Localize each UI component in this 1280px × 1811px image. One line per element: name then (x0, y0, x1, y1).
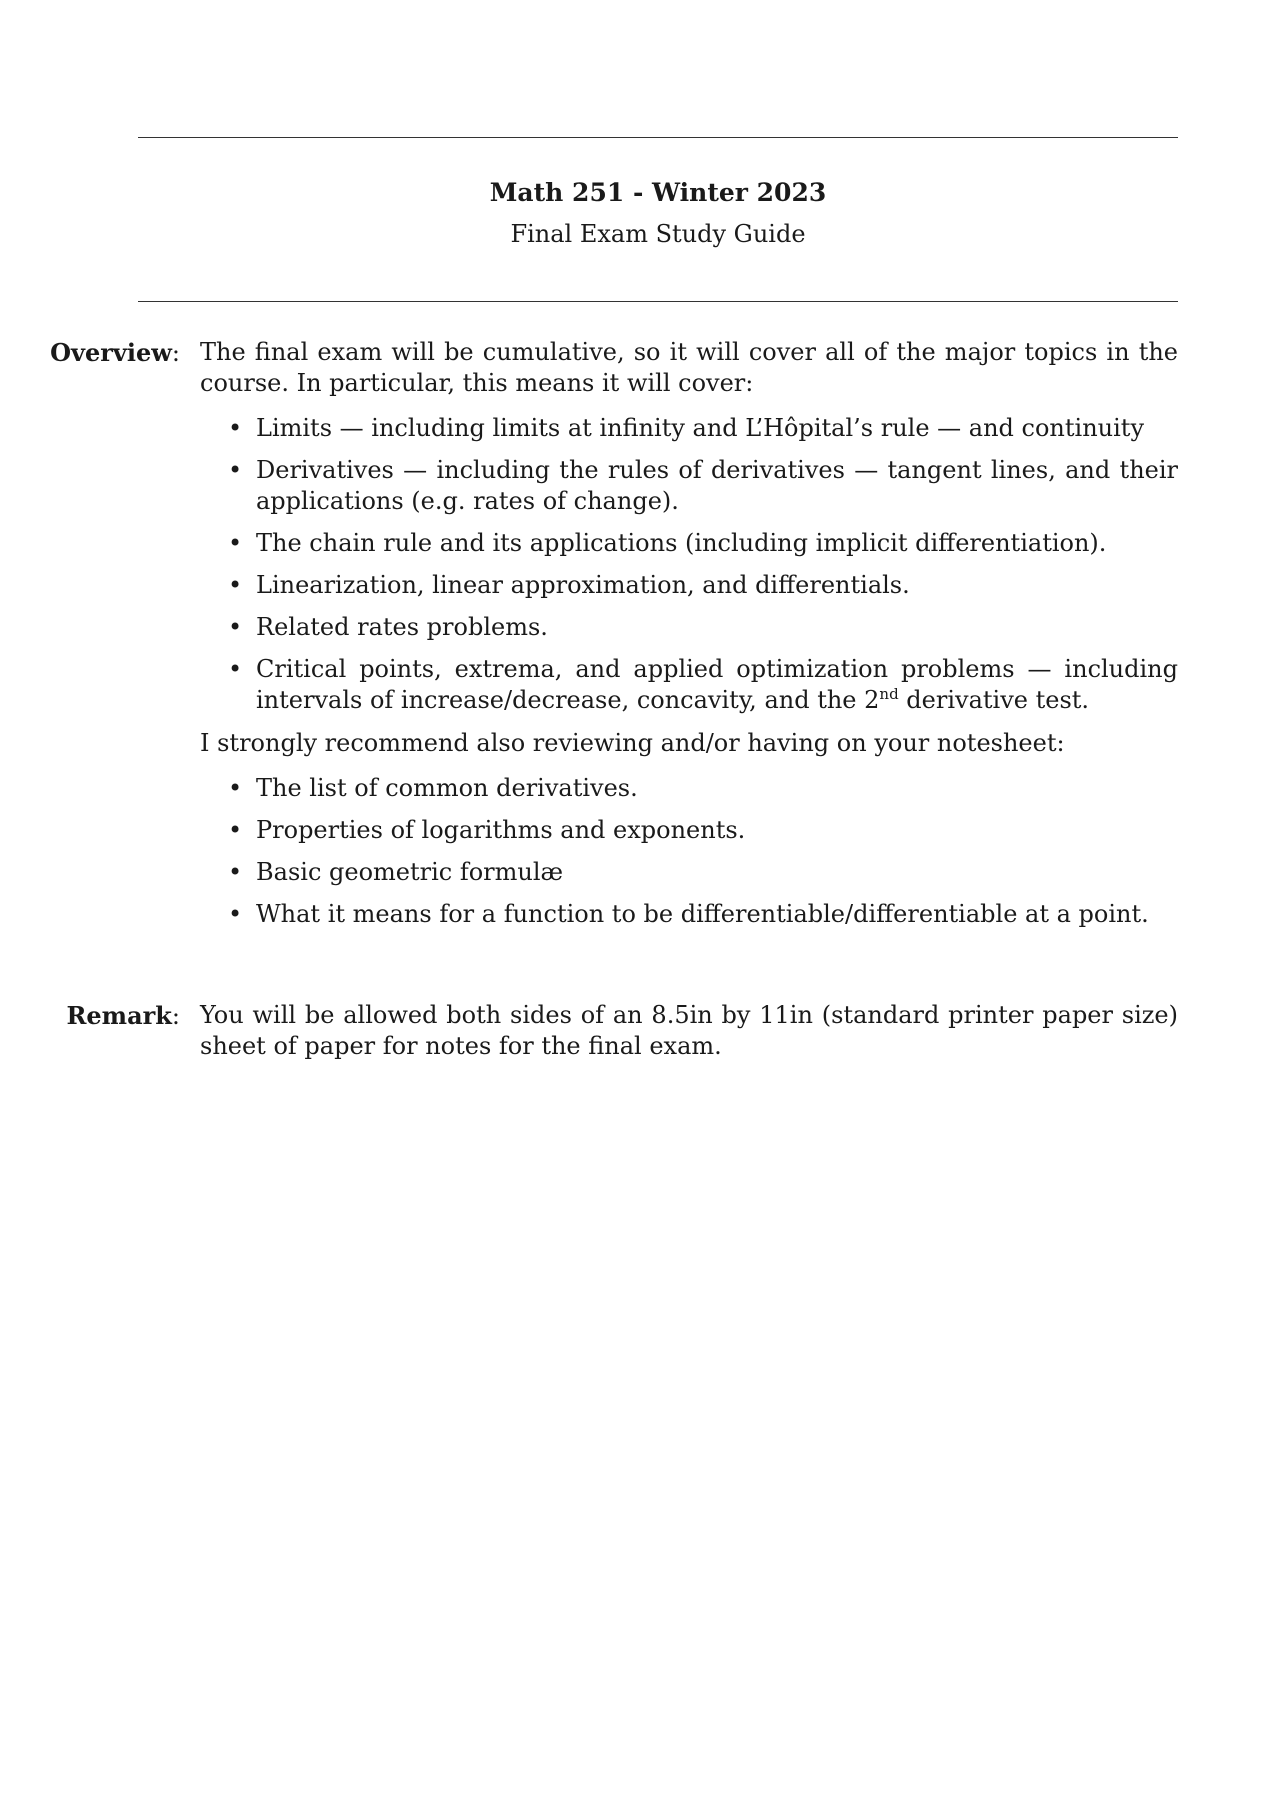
list-item: • Properties of logarithms and exponents. (228, 816, 746, 844)
list-item: • What it means for a function to be differentiable/differentiable at a point. (228, 900, 1149, 928)
overview-intro: The final exam will be cumulative, so it will cover all of the major topics in the course. In particular, this means it will cover: (200, 338, 1178, 397)
remark-label: Remark: (66, 1001, 180, 1030)
bullet-icon: • (228, 571, 243, 599)
remark-text: You will be allowed both sides of an 8.5in by 11in (standard printer paper size) sheet of paper for notes for the final exam. (200, 1001, 1178, 1060)
list-item: • Basic geometric formulæ (228, 858, 564, 886)
list-item: • The chain rule and its applications (including implicit differentiation). (228, 529, 1107, 557)
bullet-icon: • (228, 414, 243, 442)
bullet-icon: • (228, 900, 243, 928)
list-item: • Related rates problems. (228, 613, 548, 641)
bullet-icon: • (228, 858, 243, 886)
page-title: Math 251 - Winter 2023 (489, 178, 827, 207)
bullet-icon: • (228, 529, 243, 557)
list-item: • The list of common derivatives. (228, 774, 638, 802)
topics-list (200, 413, 1178, 716)
recommend-intro: I strongly recommend also reviewing and/or having on your notesheet: (200, 729, 1065, 757)
bullet-icon: • (228, 456, 243, 484)
list-item: • Linearization, linear approximation, and differentials. (228, 571, 910, 599)
bullet-icon: • (228, 655, 243, 683)
remark-body (200, 1000, 1178, 1062)
recommend-list (200, 773, 1178, 930)
list-item: • Limits — including limits at infinity and L’Hôpital’s rule — and continuity (228, 414, 1144, 442)
page-subtitle: Final Exam Study Guide (510, 220, 806, 248)
bullet-icon: • (228, 816, 243, 844)
bottom-rule (138, 301, 1178, 302)
list-item: • Derivatives — including the rules of derivatives — tangent lines, and their applications (e.g. rates of change). (228, 456, 1178, 515)
bullet-icon: • (228, 774, 243, 802)
overview-label: Overview: (50, 338, 180, 367)
overview-body (200, 337, 1178, 941)
bullet-icon: • (228, 613, 243, 641)
top-rule (138, 137, 1178, 138)
list-item: • Critical points, extrema, and applied optimization problems — including intervals of increase/decrease, concavity, and the 2nd derivative test. (228, 655, 1178, 714)
